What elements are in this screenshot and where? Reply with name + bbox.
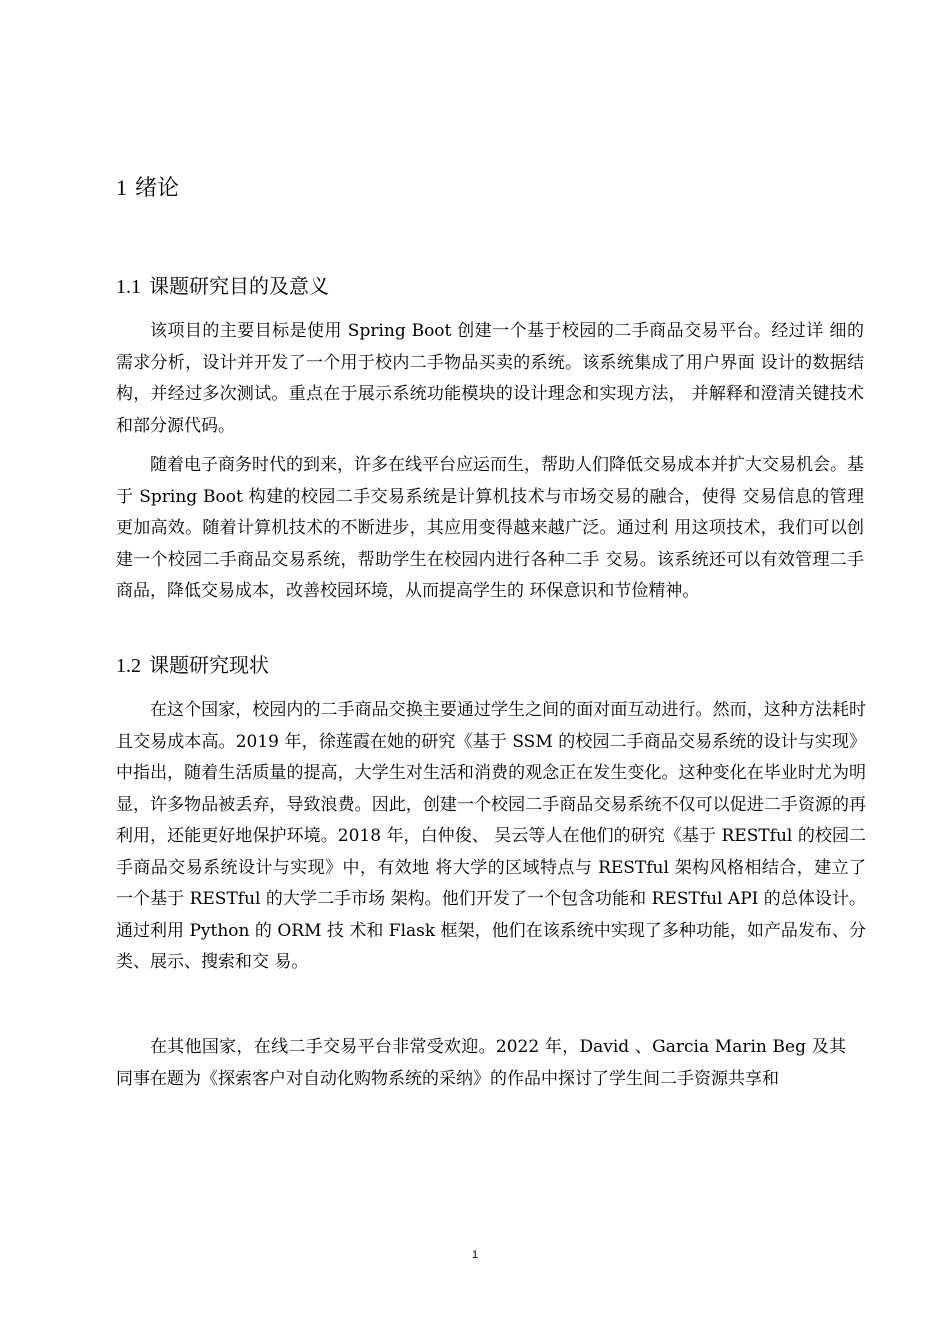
paragraph: 随着电子商务时代的到来，许多在线平台应运而生，帮助人们降低交易成本并扩大交易机会。基于 Spring Boot 构建的校园二手交易系统是计算机技术与市场交易的融合，使得 交易信息的管理更加高效。随着计算机技术的不断进步，其应用变得越来越广泛。通过利 用这项技术，我们可以创建一个校园二手商品交易系统，帮助学生在校园内进行各种二手 交易。该系统还可以有效管理二手商品，降低交易成本，改善校园环境，从而提高学生的 环保意识和节俭精神。 bbox=[116, 455, 864, 601]
chapter-title: 绪论 bbox=[135, 176, 180, 201]
section-number: 1.2 bbox=[116, 655, 141, 677]
section-number: 1.1 bbox=[116, 276, 141, 298]
section-heading-1-1 bbox=[116, 271, 329, 302]
paragraph: 在这个国家，校园内的二手商品交换主要通过学生之间的面对面互动进行。然而，这种方法耗时且交易成本高。2019 年，徐莲霞在她的研究《基于 SSM 的校园二手商品交易系统的设计与实现》中指出，随着生活质量的提高，大学生对生活和消费的观念正在发生变化。这种变化在毕业时尤为明显，许多物品被丢弃，导致浪费。因此，创建一个校园二手商品交易系统不仅可以促进二手资源的再利用，还能更好地保护环境。2018 年，白仲俊、 吴云等人在他们的研究《基于 RESTful 的校园二手商品交易系统设计与实现》中，有效地 将大学的区域特点与 RESTful 架构风格相结合，建立了一个基于 RESTful 的大学二手市场 架构。他们开发了一个包含功能和 RESTful API 的总体设计。通过利用 Python 的 ORM 技 术和 Flask 框架，他们在该系统中实现了多种功能，如产品发布、分类、展示、搜索和交 易。 bbox=[116, 700, 866, 972]
chapter-number: 1 bbox=[116, 175, 127, 200]
section-title: 课题研究目的及意义 bbox=[149, 274, 329, 298]
section-heading-1-2 bbox=[116, 650, 269, 681]
section-title: 课题研究现状 bbox=[149, 653, 269, 677]
chapter-heading bbox=[116, 172, 179, 205]
paragraph: 该项目的主要目标是使用 Spring Boot 创建一个基于校园的二手商品交易平台。经过详 细的需求分析，设计并开发了一个用于校内二手物品买卖的系统。该系统集成了用户界面 设计的数据结构，并经过多次测试。重点在于展示系统功能模块的设计理念和实现方法， 并解释和澄清关键技术和部分源代码。 bbox=[116, 321, 864, 436]
page-number: 1 bbox=[471, 1249, 479, 1261]
paragraph: 在其他国家，在线二手交易平台非常受欢迎。2022 年，David 、Garcia Marin Beg 及其 同事在题为《探索客户对自动化购物系统的采纳》的作品中探讨了学生间二手资源共享和 bbox=[116, 1037, 846, 1089]
